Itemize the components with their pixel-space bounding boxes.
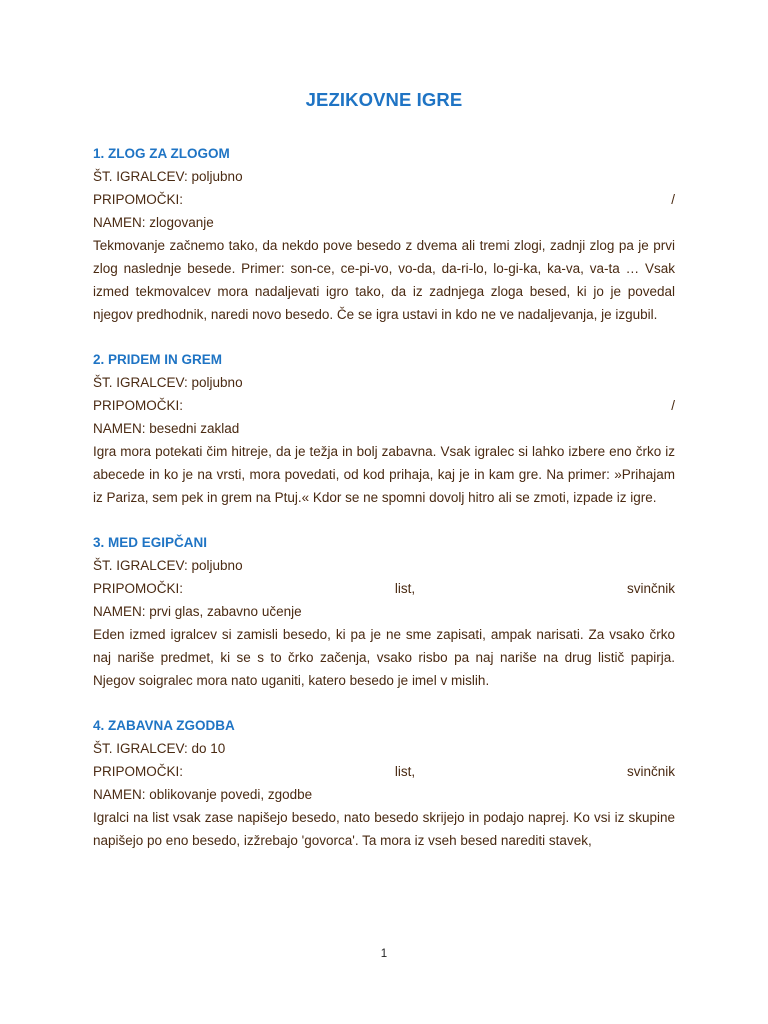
section-heading: 2. PRIDEM IN GREM	[93, 352, 223, 367]
document-body	[93, 142, 675, 874]
game-section-3	[93, 531, 675, 692]
players-line: ŠT. IGRALCEV: poljubno	[93, 375, 243, 390]
tools-label: PRIPOMOČKI:	[93, 192, 184, 207]
page-number: 1	[380, 948, 388, 960]
tools-right: svinčnik	[626, 764, 675, 779]
tools-line	[93, 188, 675, 211]
tools-line	[93, 394, 675, 417]
purpose-line: NAMEN: besedni zaklad	[93, 421, 240, 436]
section-heading: 3. MED EGIPČANI	[93, 535, 208, 550]
tools-label: PRIPOMOČKI:	[93, 581, 184, 596]
document-title: JEZIKOVNE IGRE	[305, 89, 463, 110]
section-body: Eden izmed igralcev si zamisli besedo, ki pa je ne sme zapisati, ampak narisati. Za vsako črko naj nariše predmet, ki se s to črko začenja, vsako risbo pa naj nariše na drug listič papirja. Njegov soigralec mora nato uganiti, katero besedo je imel v mislih.	[93, 627, 675, 688]
section-heading: 1. ZLOG ZA ZLOGOM	[93, 146, 230, 161]
purpose-line: NAMEN: oblikovanje povedi, zgodbe	[93, 787, 313, 802]
tools-middle: list,	[394, 581, 416, 596]
section-heading: 4. ZABAVNA ZGODBA	[93, 718, 235, 733]
players-line: ŠT. IGRALCEV: do 10	[93, 741, 226, 756]
tools-line	[93, 760, 675, 783]
tools-right: /	[671, 398, 675, 413]
purpose-line: NAMEN: prvi glas, zabavno učenje	[93, 604, 302, 619]
players-line: ŠT. IGRALCEV: poljubno	[93, 169, 243, 184]
players-line: ŠT. IGRALCEV: poljubno	[93, 558, 243, 573]
game-section-1	[93, 142, 675, 326]
game-section-2	[93, 348, 675, 509]
section-body: Tekmovanje začnemo tako, da nekdo pove besedo z dvema ali tremi zlogi, zadnji zlog pa je prvi zlog naslednje besede. Primer: son-ce, ce-pi-vo, vo-da, da-ri-lo, lo-gi-ka, ka-va, va-ta … Vsak izmed tekmovalcev mora nadaljevati igro tako, da iz zadnjega zloga besed, ki jo je povedal njegov predhodnik, naredi novo besedo. Če se igra ustavi in kdo ne ve nadaljevanja, je izgubil.	[93, 238, 675, 322]
tools-label: PRIPOMOČKI:	[93, 398, 184, 413]
section-body: Igralci na list vsak zase napišejo besedo, nato besedo skrijejo in podajo naprej. Ko vsi iz skupine napišejo po eno besedo, izžrebajo 'govorca'. Ta mora iz vseh besed narediti stavek,	[93, 810, 675, 848]
tools-line	[93, 577, 675, 600]
tools-label: PRIPOMOČKI:	[93, 764, 184, 779]
game-section-4	[93, 714, 675, 852]
tools-right: svinčnik	[626, 581, 675, 596]
purpose-line: NAMEN: zlogovanje	[93, 215, 214, 230]
section-body: Igra mora potekati čim hitreje, da je težja in bolj zabavna. Vsak igralec si lahko izbere eno črko iz abecede in ko je na vrsti, mora povedati, od kod prihaja, kaj je in kam gre. Na primer: »Prihajam iz Pariza, sem pek in grem na Ptuj.« Kdor se ne spomni dovolj hitro ali se zmoti, izpade iz igre.	[93, 444, 675, 505]
tools-middle: list,	[394, 764, 416, 779]
tools-right: /	[671, 192, 675, 207]
